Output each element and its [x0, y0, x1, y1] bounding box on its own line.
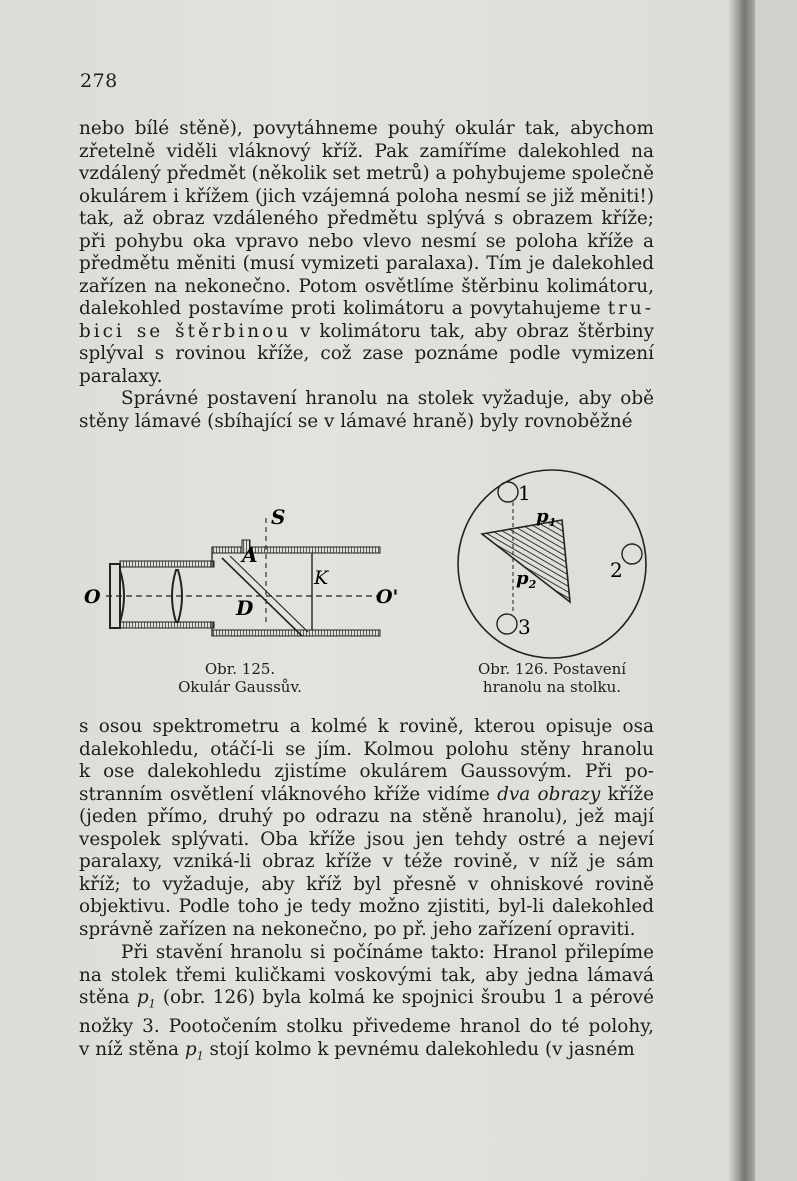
text-line: stěny lámavé (sbíhající se v lámavé hraně) byly rovnoběžné [79, 410, 633, 432]
text-line: dalekohledu, otáčí-li se jím. Kolmou polohu stěny hranolu [79, 738, 654, 760]
label-a: A [242, 543, 258, 567]
text-line: (jeden přímo, druhý po odrazu na stěně hranolu), jež mají [79, 806, 654, 827]
paragraph-1 [79, 118, 654, 388]
figure-126-prism-table [452, 462, 652, 662]
label-p2: $p_2$ [516, 568, 537, 591]
label-screw-3: 3 [518, 615, 531, 639]
text-line: splýval s rovinou kříže, což zase poznáme podle vymizení [79, 343, 654, 364]
figure-126-caption [452, 660, 652, 696]
text-span: v níž stěna [79, 1038, 180, 1060]
text-line: objektivu. Podle toho je tedy možno zjistiti, byl-li dalekohled [79, 896, 654, 917]
label-screw-1: 1 [518, 481, 531, 505]
label-screw-2: 2 [610, 558, 623, 582]
text-line: okulárem i křížem (jich vzájemná poloha nesmí se již měniti!) [79, 185, 654, 207]
figure-125-caption [160, 660, 320, 696]
text-line [79, 1039, 654, 1068]
text-span: stojí kolmo k pevnému dalekohledu (v jasném [209, 1038, 635, 1060]
text-line: nebo bílé stěně), povytáhneme pouhý okulár tak, abychom [79, 118, 654, 139]
text-span: dalekohled postavíme proti kolimátoru a povytahujeme [79, 298, 601, 319]
prism [482, 520, 570, 602]
italic-text: dva obrazy [497, 783, 601, 805]
page-number: 278 [80, 70, 118, 92]
page-gutter-shadow [728, 0, 758, 1181]
adjacent-page-edge [755, 0, 797, 1181]
eyepiece-sleeve-bottom [120, 622, 214, 628]
text-line: k ose dalekohledu zjistíme okulárem Gaussovým. Při po- [79, 761, 654, 782]
text-line [79, 321, 654, 344]
text-span: stěna [79, 987, 130, 1008]
text-line: vespolek splývati. Oba kříže jsou jen tehdy ostré a nejeví [79, 828, 654, 850]
spaced-text: tru- [607, 298, 654, 319]
text-span: (obr. 126) byla kolmá ke spojnici šroubu 1 a pérové [162, 987, 654, 1008]
text-line: Správné postavení hranolu na stolek vyžaduje, aby obě [121, 388, 654, 409]
label-p1: $p_1$ [536, 506, 557, 529]
text-line [79, 784, 654, 807]
glass-plate [222, 558, 302, 636]
symbol-p1: $p_1$ [136, 987, 156, 1011]
text-line: zařízen na nekonečno. Potom osvětlíme štěrbinu kolimátoru, [79, 275, 654, 297]
label-s: S [271, 505, 286, 529]
text-line: správně zařízen na nekonečno, po př. jeho zařízení opraviti. [79, 918, 636, 940]
text-line [79, 987, 654, 1016]
text-line: při pohybu oka vpravo nebo vlevo nesmí se poloha kříže a [79, 230, 654, 252]
label-d: D [236, 596, 254, 620]
text-line: zřetelně viděli vláknový kříž. Pak zamíříme dalekohled na [79, 140, 654, 162]
caption-line: Okulár Gaussův. [178, 678, 302, 696]
label-o: O [84, 586, 101, 608]
screw-2 [622, 544, 642, 564]
text-line: předmětu měniti (musí vymizeti paralaxa). Tím je dalekohled [79, 253, 654, 274]
figure-125-gauss-eyepiece [84, 498, 414, 663]
spaced-text: bici se štěrbinou [79, 320, 292, 342]
text-line [79, 298, 654, 321]
label-o-prime: O' [376, 586, 399, 608]
paragraph-2 [79, 388, 654, 433]
screw-3 [497, 614, 517, 634]
caption-line: Obr. 126. Postavení [477, 660, 627, 678]
text-span: v kolimátoru tak, aby obraz štěrbiny [300, 320, 654, 342]
text-line: paralaxy. [79, 365, 163, 387]
paragraph-3 [79, 716, 654, 941]
eyepiece-sleeve-top [120, 561, 214, 567]
text-line: kříž; to vyžaduje, aby kříž byl přesně v ohniskové rovině [79, 873, 654, 895]
symbol-p1: $p_1$ [184, 1038, 204, 1063]
text-line: paralaxy, vzniká-li obraz kříže v téže rovině, v níž je sám [79, 851, 654, 872]
label-k: K [314, 567, 329, 589]
caption-line: Obr. 125. [204, 660, 276, 678]
text-span: kříže [607, 783, 654, 805]
caption-line: hranolu na stolku. [482, 678, 622, 696]
screw-1 [498, 482, 518, 502]
text-line: tak, až obraz vzdáleného předmětu splývá s obrazem kříže; [79, 208, 654, 229]
text-line: vzdálený předmět (několik set metrů) a pohybujeme společně [79, 163, 654, 184]
text-line: nožky 3. Pootočením stolku přivedeme hranol do té polohy, [79, 1016, 654, 1038]
tube-wall-top [212, 547, 380, 553]
text-line: Při stavění hranolu si počínáme takto: Hranol přilepíme [121, 942, 654, 963]
paragraph-4 [79, 942, 654, 1068]
text-span: stranním osvětlení vláknového kříže vidíme [79, 783, 490, 805]
text-line: na stolek třemi kuličkami voskovými tak, aby jedna lámavá [79, 964, 654, 986]
text-line: s osou spektrometru a kolmé k rovině, kterou opisuje osa [79, 716, 654, 737]
